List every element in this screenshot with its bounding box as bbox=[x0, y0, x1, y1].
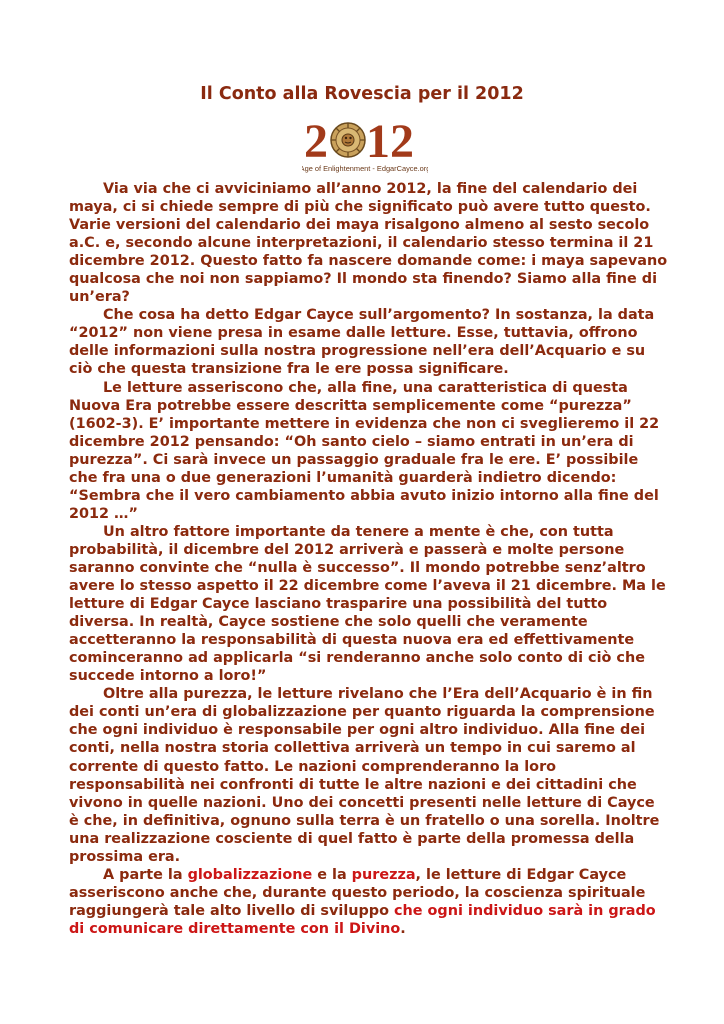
logo-2012 bbox=[302, 113, 428, 177]
paragraph-4: Un altro fattore importante da tenere a mente è che, con tutta probabilità, il dicembre del 2012 arriverà e passerà e molte persone saranno convinte che “nulla è successo”. Il mondo potrebbe senz’altro avere lo stesso aspetto il 22 dicembre come l’aveva il 21 dicembre. Ma le letture di Edgar Cayce lasciano trasparire una possibilità del tutto diversa. In realtà, Cayce sostiene che solo quelli che veramente accetteranno la responsabilità di questa nuova era ed effettivamente cominceranno ad applicarla “si renderanno anche solo conto di ciò che succede intorno a loro!” bbox=[69, 523, 666, 685]
paragraph-2: Che cosa ha detto Edgar Cayce sull’argomento? In sostanza, la data “2012” non viene presa in esame dalle letture. Esse, tuttavia, offrono delle informazioni sulla nostra progressione nell’era dell’Acquario e su ciò che questa transizione fra le ere possa significare. bbox=[69, 307, 655, 378]
highlight-divine-communication: che ogni individuo sarà in grado di comunicare direttamente con il Divino bbox=[69, 902, 656, 937]
article-body bbox=[69, 180, 669, 938]
logo-year-right: 12 bbox=[366, 115, 414, 168]
paragraph-3: Le letture asseriscono che, alla fine, una caratteristica di questa Nuova Era potrebbe essere descritta semplicemente come “purezza” (1602-3). E’ importante mettere in evidenza che non ci sveglieremo il 22 dicembre 2012 pensando: “Oh santo cielo – siamo entrati in un’era di purezza”. Ci sarà invece un passaggio graduale fra le ere. E’ possibile che fra una o due generazioni l’umanità guarderà indietro dicendo: “Sembra che il vero cambiamento abbia avuto inizio intorno alla fine del 2012 …” bbox=[69, 379, 660, 522]
highlight-purezza: purezza bbox=[351, 866, 416, 883]
logo-year-left: 2 bbox=[304, 115, 328, 168]
paragraph-6-text-3: , le letture di Edgar Cayce asseriscono anche che, durante questo periodo, la coscienza spirituale raggiungerà tale alto livello di sviluppo bbox=[69, 866, 646, 919]
paragraph-6-text-2: e la bbox=[312, 866, 352, 883]
paragraph-6-text-1: A parte la bbox=[103, 866, 188, 883]
highlight-globalizzazione: globalizzazione bbox=[187, 866, 313, 883]
document-title: Il Conto alla Rovescia per il 2012 bbox=[200, 84, 524, 104]
paragraph-5: Oltre alla purezza, le letture rivelano che l’Era dell’Acquario è in fin dei conti un’era di globalizzazione per quanto riguarda la comprensione che ogni individuo è responsabile per ogni altro individuo. Alla fine dei conti, nella nostra storia collettiva arriverà un tempo in cui saremo al corrente di questo fatto. Le nazioni comprenderanno la loro responsabilità nei confronti di tutte le altre nazioni e dei cittadini che vivono in quelle nazioni. Uno dei concetti presenti nelle letture di Cayce è che, in definitiva, ognuno sulla terra è un fratello o una sorella. Inoltre una realizzazione cosciente di quel fatto è parte della promessa della prossima era. bbox=[69, 686, 660, 865]
logo-graphic bbox=[302, 113, 428, 177]
paragraph-1: Via via che ci avviciniamo all’anno 2012, la fine del calendario dei maya, ci si chiede sempre di più che significato può avere tutto questo. Varie versioni del calendario dei maya risalgono almeno al sesto secolo a.C. e, secondo alcune interpretazioni, il calendario stesso termina il 21 dicembre 2012. Questo fatto fa nascere domande come: i maya sapevano qualcosa che noi non sappiamo? Il mondo sta finendo? Siamo alla fine di un’era? bbox=[69, 181, 668, 306]
mayan-calendar-stone-icon bbox=[331, 123, 365, 157]
paragraph-6 bbox=[69, 866, 669, 938]
paragraph-6-text-4: . bbox=[400, 920, 406, 937]
logo-tagline: Age of Enlightenment - EdgarCayce.org bbox=[302, 164, 428, 173]
